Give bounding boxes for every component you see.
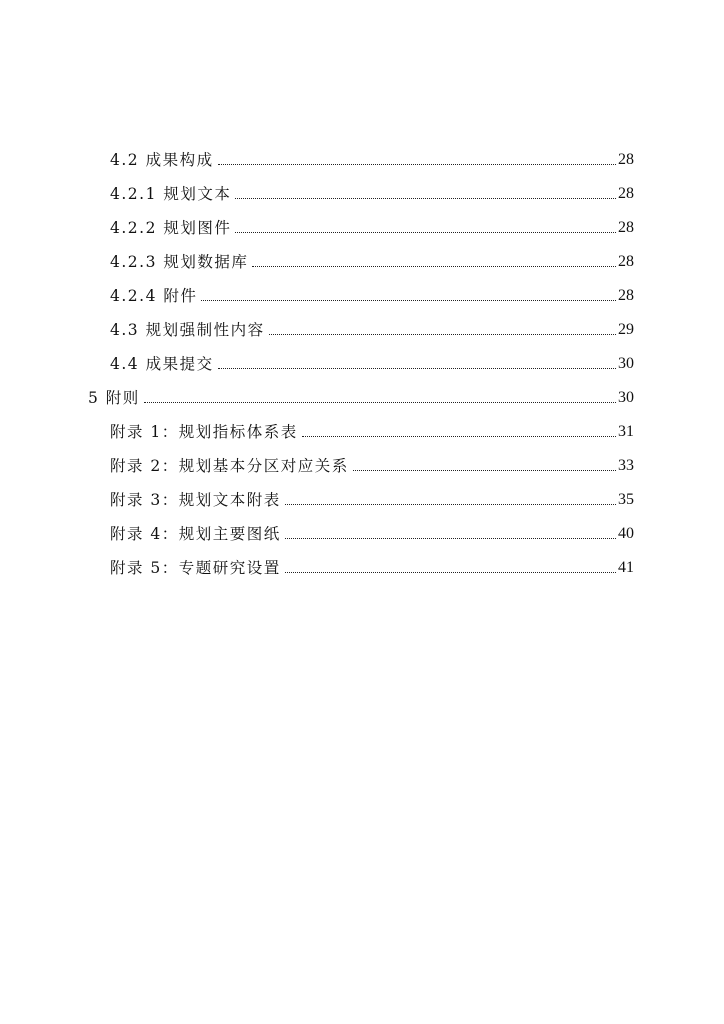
toc-entry[interactable] [110,476,634,510]
toc-entry[interactable] [110,442,634,476]
toc-page-number: 30 [618,355,634,372]
toc-entry[interactable] [110,306,634,340]
toc-page-number: 30 [618,389,634,406]
toc-page-number: 33 [618,457,634,474]
toc-dot-leader [285,571,616,573]
toc-page-number: 28 [618,287,634,304]
toc-dot-leader [285,503,616,505]
toc-page-number: 28 [618,151,634,168]
toc-page-number: 31 [618,423,634,440]
toc-entry-title: 附录 5：专题研究设置 [110,559,281,577]
toc-dot-leader [353,469,616,471]
toc-dot-leader [252,265,616,267]
toc-page-number: 29 [618,321,634,338]
toc-entry-title: 4.2.2 规划图件 [110,219,232,237]
toc-dot-leader [269,333,616,335]
toc-page-number: 35 [618,491,634,508]
toc-entry[interactable] [110,170,634,204]
toc-dot-leader [218,163,616,165]
toc-entry-title: 5 附则 [88,389,140,407]
toc-entry-title: 4.4 成果提交 [110,355,214,373]
toc-dot-leader [218,367,616,369]
toc-entry-title: 4.3 规划强制性内容 [110,321,265,339]
toc-page-number: 41 [618,559,634,576]
toc-entry[interactable] [110,136,634,170]
toc-entry[interactable] [110,408,634,442]
toc-entry[interactable] [88,374,634,408]
toc-entry[interactable] [110,340,634,374]
toc-entry-title: 4.2.3 规划数据库 [110,253,249,271]
toc-entry-title: 附录 3：规划文本附表 [110,491,281,509]
toc-page-number: 28 [618,219,634,236]
toc-page-number: 28 [618,185,634,202]
toc-entry[interactable] [110,510,634,544]
toc-entry-title: 附录 4：规划主要图纸 [110,525,281,543]
toc-entry-title: 附录 2：规划基本分区对应关系 [110,457,349,475]
toc-dot-leader [235,231,616,233]
toc-entry-title: 附录 1：规划指标体系表 [110,423,298,441]
toc-entry-title: 4.2.1 规划文本 [110,185,232,203]
toc-entry[interactable] [110,238,634,272]
toc-dot-leader [302,435,616,437]
toc-page-number: 28 [618,253,634,270]
toc-dot-leader [235,197,616,199]
toc-entry-title: 4.2 成果构成 [110,151,214,169]
toc-dot-leader [285,537,616,539]
toc-dot-leader [144,401,616,403]
toc-entry-title: 4.2.4 附件 [110,287,198,305]
toc-entry[interactable] [110,272,634,306]
toc-entry[interactable] [110,204,634,238]
toc-entry[interactable] [110,544,634,578]
toc-page-number: 40 [618,525,634,542]
toc-dot-leader [201,299,616,301]
